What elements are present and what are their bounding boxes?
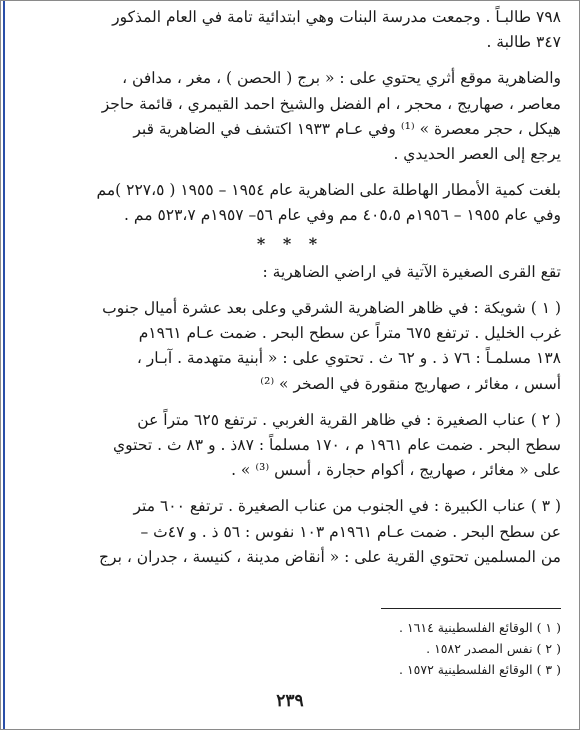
text-line: يرجع إلى العصر الحديدي . bbox=[393, 145, 561, 164]
text-line: هيكل ، حجر معصرة » ⁽¹⁾ وفي عـام ١٩٣٣ اكتشف في الضاهرية قبر bbox=[133, 119, 561, 138]
footnotes bbox=[261, 617, 561, 680]
paragraph-annab-kabira bbox=[19, 494, 561, 570]
section-separator: * * * bbox=[256, 233, 324, 253]
footnote-item: ( ١ ) الوقائع الفلسطينية ١٦١٤ . bbox=[399, 620, 561, 635]
text-line: على « مغائر ، صهاريج ، أكوام حجارة ، أسس ⁽³⁾ » . bbox=[231, 461, 561, 480]
page-number: ٢٣٩ bbox=[276, 691, 304, 711]
text-line: ١٣٨ مسلمـاً : ٧٦ ذ . و ٦٢ ث . تحتوي على : « أبنية متهدمة . آبـار ، bbox=[136, 349, 561, 368]
text-line: ( ٣ ) عناب الكبيرة : في الجنوب من عناب الصغيرة . ترتفع ٦٠٠ متر bbox=[133, 497, 561, 516]
text-line: أسس ، مغائر ، صهاريج منقورة في الصخر » ⁽²⁾ bbox=[260, 374, 561, 393]
paragraph-annab-saghira bbox=[19, 408, 561, 484]
footnote-divider bbox=[381, 608, 561, 609]
text-line: وفي عام ١٩٥٥ – ١٩٥٦م ٤٠٥،٥ مم وفي عام ٥٦– ١٩٥٧م ٥٢٣،٧ مم . bbox=[124, 206, 561, 225]
text-line: ( ٢ ) عناب الصغيرة : في ظاهر القرية الغربي . ترتفع ٦٢٥ متراً عن bbox=[137, 410, 561, 429]
paragraph-shuweika bbox=[19, 296, 561, 397]
text-line: من المسلمين تحتوي القرية على : « أنقاض مدينة ، كنيسة ، جدران ، برج bbox=[99, 547, 561, 566]
text-line: ٧٩٨ طالبـاً . وجمعت مدرسة البنات وهي ابتدائية تامة في العام المذكور bbox=[112, 8, 561, 26]
paragraph-archaeology bbox=[19, 66, 561, 167]
paragraph-rainfall bbox=[19, 178, 561, 228]
text-line: تقع القرى الصغيرة الآتية في اراضي الضاهرية : bbox=[262, 262, 561, 281]
paragraph-intro-villages bbox=[19, 260, 561, 285]
text-line: بلغت كمية الأمطار الهاطلة على الضاهرية عام ١٩٥٤ – ١٩٥٥ ( ٢٢٧،٥ )مم bbox=[96, 181, 561, 200]
text-line: ٣٤٧ طالبة . bbox=[486, 33, 561, 52]
text-line: سطح البحر . ضمت عام ١٩٦١ م ، ١٧٠ مسلماً : ٨٧ذ . و ٨٣ ث . تحتوي bbox=[113, 436, 561, 455]
text-line: ( ١ ) شويكة : في ظاهر الضاهرية الشرقي وعلى بعد عشرة أميال جنوب bbox=[102, 299, 561, 318]
footnote-item: ( ٣ ) الوقائع الفلسطينية ١٥٧٢ . bbox=[399, 662, 561, 677]
viewer-edge bbox=[3, 1, 5, 729]
text-line: والضاهرية موقع أثري يحتوي على : « برج ( الحصن ) ، مغر ، مدافن ، bbox=[122, 69, 561, 88]
text-line: معاصر ، صهاريج ، محجر ، ام الفضل والشيخ احمد القيمري ، قائمة حاجز bbox=[101, 94, 561, 113]
text-line: غرب الخليل . ترتفع ٦٧٥ متراً عن سطح البحر . ضمت عـام ١٩٦١م bbox=[138, 324, 561, 343]
book-page bbox=[19, 5, 561, 711]
text-line: عن سطح البحر . ضمت عـام ١٩٦١م ١٠٣ نفوس : ٥٦ ذ . و ٤٧ث – bbox=[140, 522, 561, 541]
paragraph-students bbox=[19, 5, 561, 55]
footnote-item: ( ٢ ) نفس المصدر ١٥٨٢ . bbox=[426, 641, 561, 656]
